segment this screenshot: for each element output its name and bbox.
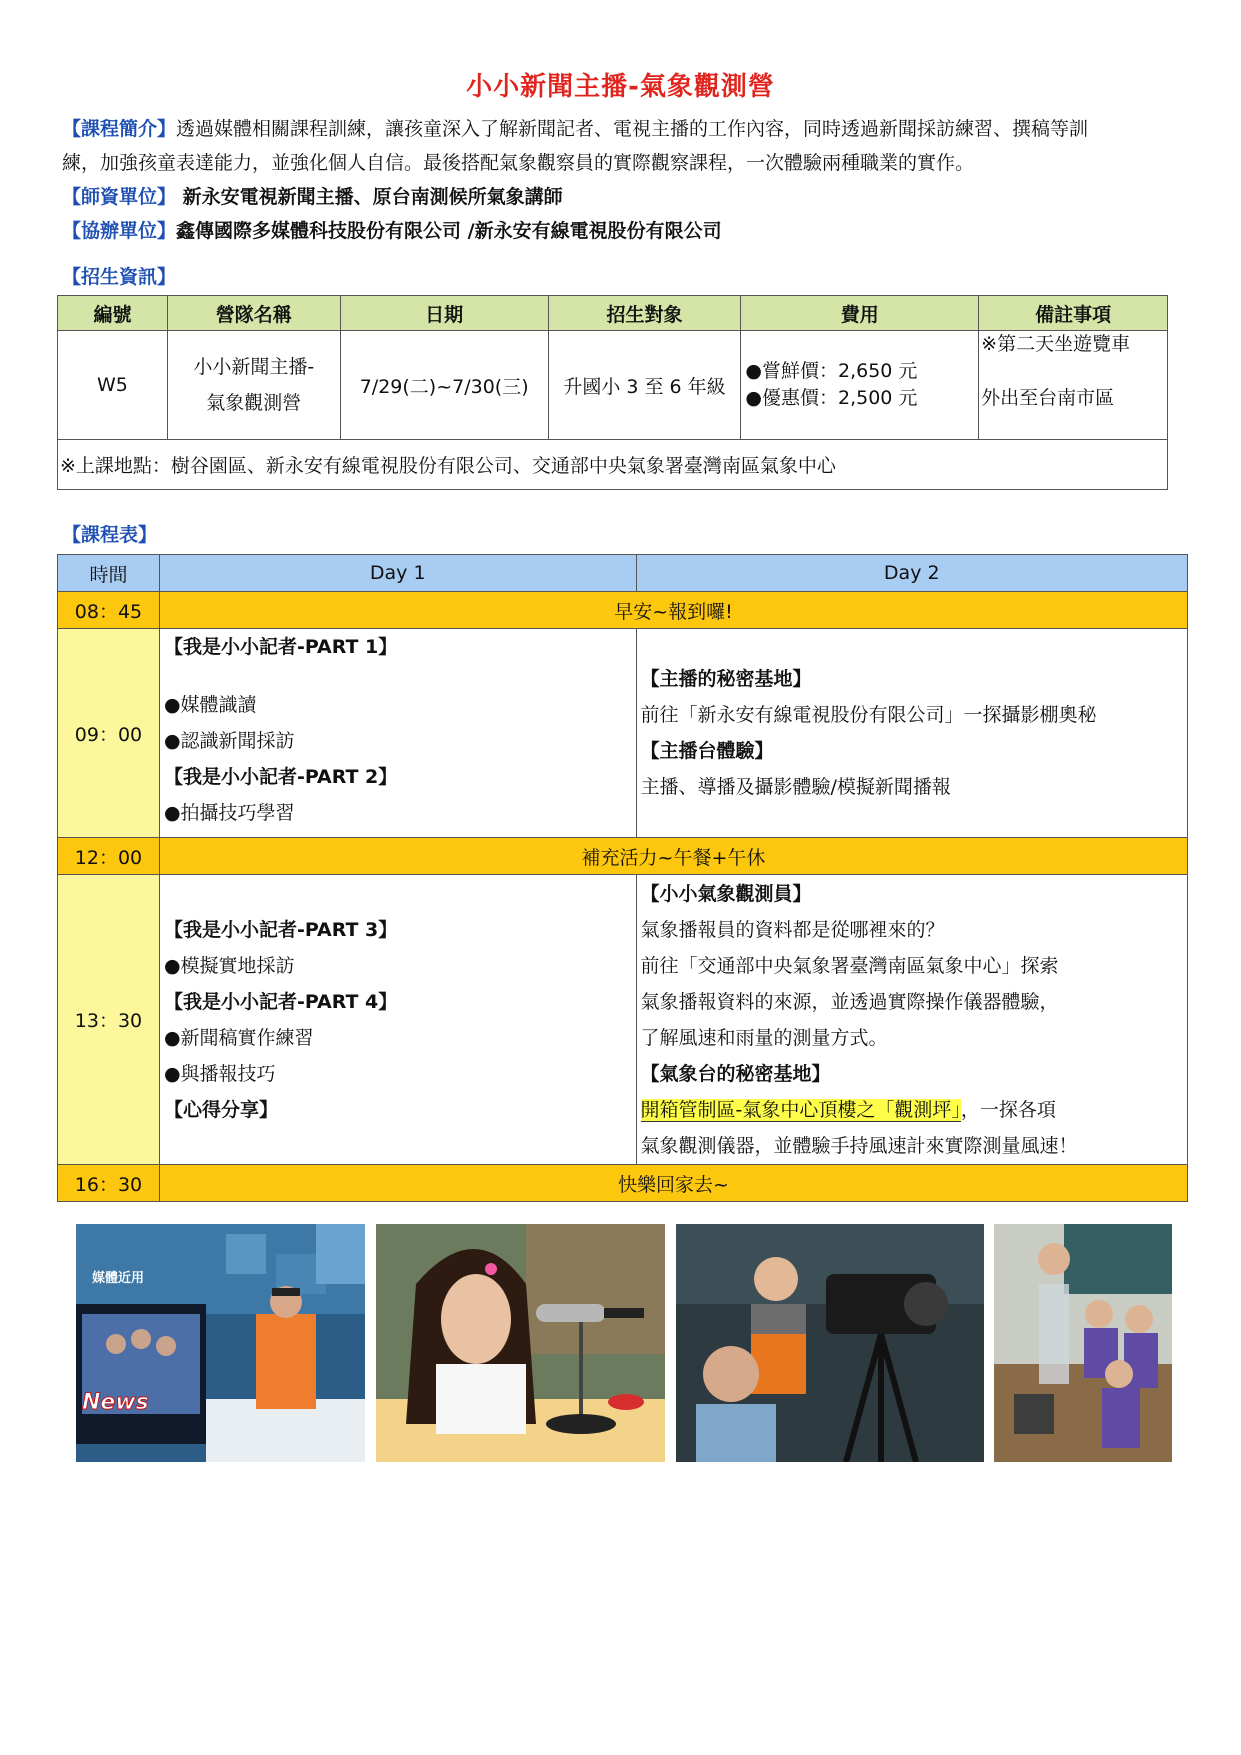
- home-bar: 快樂回家去~: [159, 1165, 1187, 1202]
- location-text: ※上課地點：樹谷園區、新永安有線電視股份有限公司、交通部中央氣象署臺灣南區氣象中心: [58, 440, 1168, 490]
- camp-id: W5: [58, 331, 168, 440]
- day1-afternoon: [159, 875, 636, 1165]
- list-item: 前往「交通部中央氣象署臺灣南區氣象中心」探索: [640, 954, 1059, 977]
- header-name: 營隊名稱: [167, 296, 340, 331]
- photo-news-studio: [76, 1224, 365, 1462]
- list-item: 前往「新永安有線電視股份有限公司」一探攝影棚奧秘: [640, 704, 1097, 726]
- schedule-table: [57, 554, 1188, 1202]
- checkin-bar: 早安~報到囉!: [159, 592, 1187, 629]
- list-item: ●拍攝技巧學習: [163, 802, 295, 824]
- camp-name-2: 氣象觀測營: [206, 392, 302, 414]
- course-tag: 【課程簡介】: [62, 118, 177, 140]
- list-item: 氣象播報員的資料都是從哪裡來的？: [640, 918, 945, 941]
- course-text-1: 透過媒體相關課程訓練，讓孩童深入了解新聞記者、電視主播的工作內容，同時透過新聞採訪練習、撰稿等訓: [176, 118, 1089, 140]
- news-logo-text: News: [82, 1390, 149, 1415]
- header-id: 編號: [58, 296, 168, 331]
- list-item: 了解風速和雨量的測量方式。: [640, 1026, 888, 1049]
- table-row: [58, 838, 1188, 875]
- media-caption-text: 媒體近用: [92, 1271, 145, 1286]
- list-item: 氣象觀測儀器，並體驗手持風速計來實際測量風速！: [640, 1134, 1078, 1157]
- photo-girl-microphone: [376, 1224, 665, 1462]
- table-row: [58, 875, 1188, 1165]
- header-day2: Day 2: [636, 555, 1188, 592]
- header-note: 備註事項: [979, 296, 1168, 331]
- time-1330: 13：30: [58, 875, 160, 1165]
- day2-anchor-base-title: 【主播的秘密基地】: [640, 668, 812, 690]
- list-item: ●與播報技巧: [163, 1062, 276, 1085]
- day1-part2-title: 【我是小小記者-PART 2】: [163, 766, 398, 788]
- list-item-rest: ，一探各項: [960, 1098, 1056, 1121]
- highlight-text: 開箱管制區-氣象中心頂樓之「觀測坪」: [640, 1098, 961, 1121]
- partner-tag: 【協辦單位】: [62, 220, 177, 242]
- day1-morning: [159, 629, 636, 838]
- course-intro: [62, 112, 1190, 146]
- note-1: ※第二天坐遊覽車: [981, 333, 1131, 355]
- intro-block: [62, 112, 1190, 248]
- enrollment-header-row: [58, 296, 1168, 331]
- location-row: [58, 440, 1168, 490]
- enrollment-table: [57, 295, 1168, 490]
- enrollment-label: 【招生資訊】: [62, 266, 177, 288]
- camp-target: 升國小 3 至 6 年級: [548, 331, 741, 440]
- list-item: ●媒體識讀: [163, 694, 257, 716]
- camp-name-1: 小小新聞主播-: [193, 356, 315, 378]
- partner-text: 鑫傳國際多媒體科技股份有限公司 /新永安有線電視股份有限公司: [176, 220, 722, 242]
- day1-part3-title: 【我是小小記者-PART 3】: [163, 918, 398, 941]
- day2-weather-observer-title: 【小小氣象觀測員】: [640, 882, 812, 905]
- photo-camera-operator: [676, 1224, 984, 1462]
- time-0845: 08：45: [58, 592, 160, 629]
- table-row: [58, 592, 1188, 629]
- teacher-line: [62, 180, 1190, 214]
- lunch-bar: 補充活力~午餐+午休: [159, 838, 1187, 875]
- page-title: 小小新聞主播-氣象觀測營: [466, 72, 775, 102]
- list-item: 主播、導播及攝影體驗/模擬新聞播報: [640, 776, 951, 798]
- fee-trial: ●嘗鮮價：2,650 元: [745, 360, 918, 382]
- partner-line: [62, 214, 1190, 248]
- day1-share-title: 【心得分享】: [163, 1098, 278, 1121]
- list-item: [641, 1092, 1184, 1128]
- day2-afternoon: [636, 875, 1188, 1165]
- table-row: [58, 629, 1188, 838]
- note-2: 外出至台南市區: [981, 387, 1115, 409]
- photo-classroom-instruments: [994, 1224, 1172, 1462]
- schedule-header-row: [58, 555, 1188, 592]
- day2-morning: [636, 629, 1188, 838]
- day1-part1-title: 【我是小小記者-PART 1】: [163, 636, 398, 658]
- camp-date: 7/29(二)~7/30(三): [340, 331, 548, 440]
- day2-weather-base-title: 【氣象台的秘密基地】: [640, 1062, 831, 1085]
- header-time: 時間: [58, 555, 160, 592]
- list-item: 氣象播報資料的來源，並透過實際操作儀器體驗，: [640, 990, 1059, 1013]
- teacher-tag: 【師資單位】: [62, 186, 177, 208]
- day1-part4-title: 【我是小小記者-PART 4】: [163, 990, 398, 1013]
- list-item: ●新聞稿實作練習: [163, 1026, 314, 1049]
- time-1200: 12：00: [58, 838, 160, 875]
- table-row: [58, 1165, 1188, 1202]
- header-date: 日期: [340, 296, 548, 331]
- header-day1: Day 1: [159, 555, 636, 592]
- schedule-label: 【課程表】: [62, 524, 158, 546]
- header-fee: 費用: [741, 296, 979, 331]
- day2-anchor-desk-title: 【主播台體驗】: [640, 740, 774, 762]
- teacher-text: 新永安電視新聞主播、原台南測候所氣象講師: [176, 186, 563, 208]
- list-item: ●模擬實地採訪: [163, 954, 295, 977]
- camp-fee: [741, 331, 979, 440]
- fee-discount: ●優惠價：2,500 元: [745, 387, 918, 409]
- list-item: ●認識新聞採訪: [163, 730, 295, 752]
- camp-note: [979, 331, 1168, 440]
- time-0900: 09：00: [58, 629, 160, 838]
- header-target: 招生對象: [548, 296, 741, 331]
- time-1630: 16：30: [58, 1165, 160, 1202]
- camp-name: [167, 331, 340, 440]
- table-row: [58, 331, 1168, 440]
- course-text-2: 練，加強孩童表達能力，並強化個人自信。最後搭配氣象觀察員的實際觀察課程，一次體驗兩種職業的實作。: [62, 152, 975, 174]
